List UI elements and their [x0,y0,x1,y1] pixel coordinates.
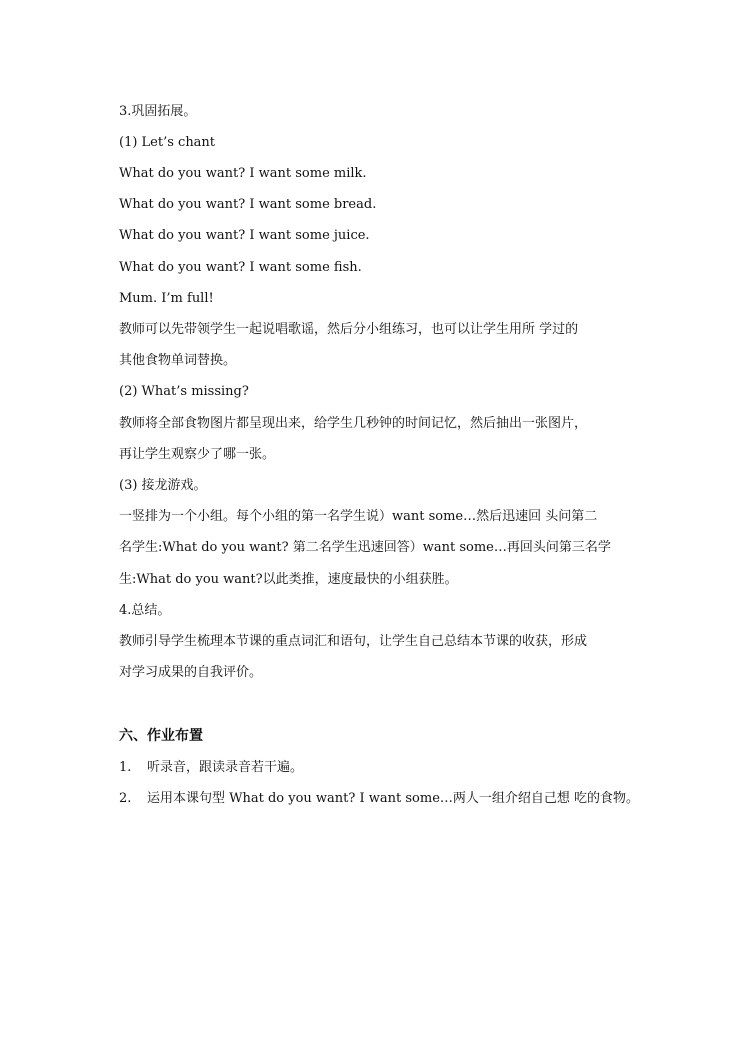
section-3-title: 3.巩固拓展。 [119,104,197,119]
missing-subtitle: (2) What’s missing? [119,384,249,399]
homework-item-2-text: 运用本课句型 What do you want? I want some…两人一组介绍自己想 吃的食物。 [147,791,640,806]
chant-subtitle: (1) Let’s chant [119,135,216,150]
paragraph-game-2: 名学生:What do you want? 第二名学生迅速回答）want some…再回头问第三名学 [119,540,611,555]
homework-item-2 [119,791,639,807]
chant-line-1: What do you want? I want some milk. [119,166,367,181]
paragraph-chant-1: 教师可以先带领学生一起说唱歌谣，然后分小组练习，也可以让学生用所 学过的 [119,322,579,337]
chant-line-3: What do you want? I want some juice. [119,228,370,243]
game-subtitle: (3) 接龙游戏。 [119,478,207,493]
chant-line-4: What do you want? I want some fish. [119,260,362,275]
paragraph-summary-1: 教师引导学生梳理本节课的重点词汇和语句，让学生自己总结本节课的收获，形成 [119,634,588,649]
paragraph-game-1: 一竖排为一个小组。每个小组的第一名学生说）want some…然后迅速回 头问第二 [119,509,598,524]
homework-item-1-number: 1. [119,760,132,775]
chant-line-5: Mum. I’m full! [119,291,214,306]
chant-line-2: What do you want? I want some bread. [119,197,377,212]
paragraph-missing-2: 再让学生观察少了哪一张。 [119,447,276,462]
paragraph-chant-2: 其他食物单词替换。 [119,353,237,368]
paragraph-game-3: 生:What do you want?以此类推，速度最快的小组获胜。 [119,572,458,587]
paragraph-missing-1: 教师将全部食物图片都呈现出来，给学生几秒钟的时间记忆，然后抽出一张图片， [119,416,588,431]
homework-item-1-text: 听录音，跟读录音若干遍。 [147,760,304,775]
homework-item-1 [119,760,303,776]
homework-item-2-number: 2. [119,791,132,806]
section-4-title: 4.总结。 [119,603,171,618]
paragraph-summary-2: 对学习成果的自我评价。 [119,665,263,680]
homework-heading: 六、作业布置 [119,728,203,744]
